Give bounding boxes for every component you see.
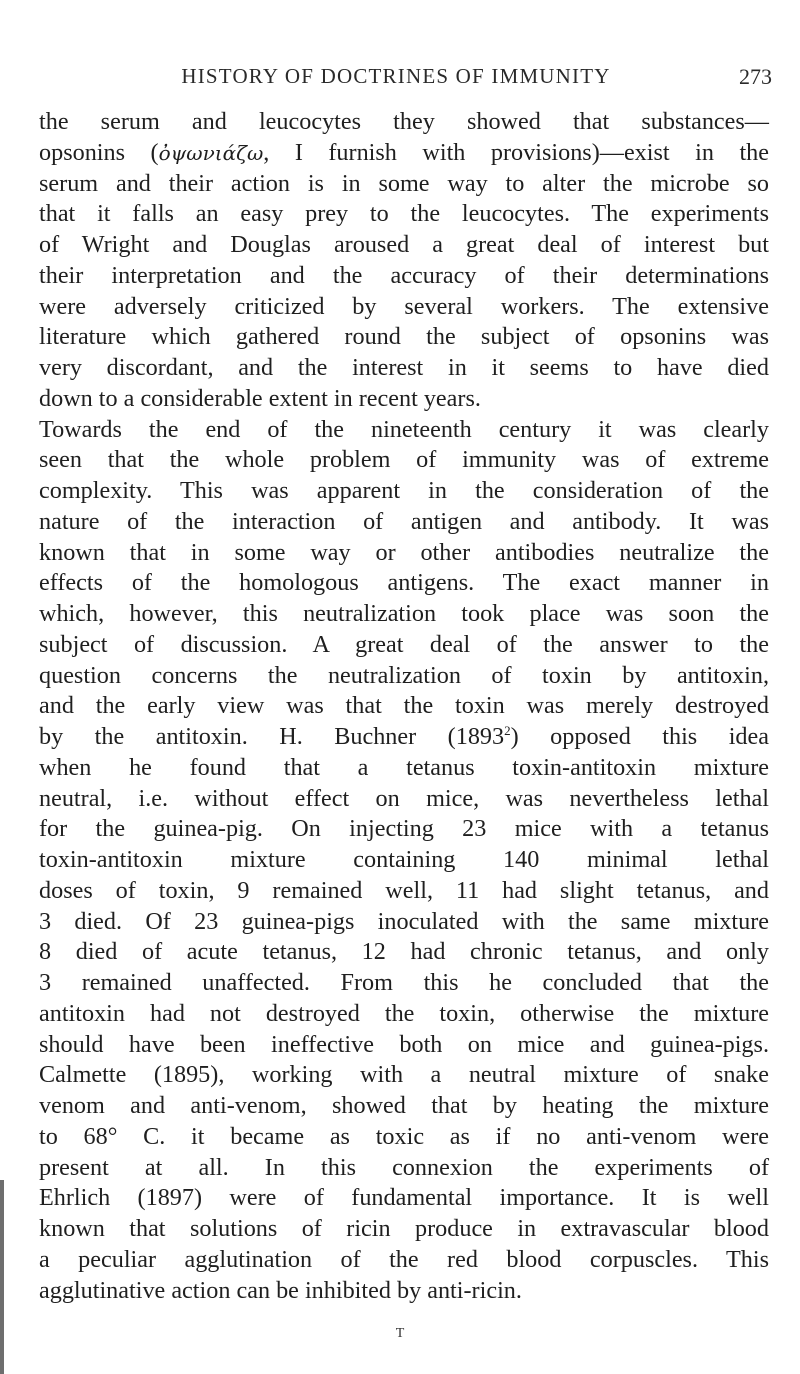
line-text-start: by the antitoxin. H. Buchner (1893 — [39, 723, 505, 750]
line-text: very discordant, and the interest in it seems to have died — [39, 354, 769, 381]
line-text: which, however, this neutralization took place was soon the — [39, 600, 769, 627]
text-line — [39, 230, 769, 261]
text-line — [39, 107, 769, 138]
text-line — [39, 876, 769, 907]
line-text: complexity. This was apparent in the consideration of the — [39, 477, 769, 504]
text-line — [39, 907, 769, 938]
line-text: were adversely criticized by several workers. The extensive — [39, 292, 769, 320]
text-line — [39, 1091, 769, 1122]
line-text: seen that the whole problem of immunity was of extreme — [39, 446, 769, 474]
text-line — [39, 1122, 769, 1153]
line-text: known that in some way or other antibodies neutralize the — [39, 538, 769, 566]
line-text: serum and their action is in some way to alter the microbe so — [39, 169, 769, 197]
text-line — [39, 630, 769, 661]
text-line — [39, 199, 769, 230]
text-line — [39, 968, 769, 999]
reference-superscript: 2 — [504, 723, 511, 738]
text-line — [39, 292, 769, 323]
line-text: 8 died of acute tetanus, 12 had chronic tetanus, and only — [39, 938, 769, 966]
text-line — [39, 661, 769, 692]
binding-edge — [0, 1180, 4, 1374]
line-text: Towards the end of the nineteenth century it was clearly — [39, 415, 769, 443]
line-text: present at all. In this connexion the experiments of — [39, 1153, 769, 1181]
text-line — [39, 1153, 769, 1184]
line-text: when he found that a tetanus toxin-antitoxin mixture — [39, 753, 769, 781]
text-line — [39, 384, 769, 415]
line-text: and the early view was that the toxin was merely destroyed — [39, 692, 769, 720]
text-line — [39, 722, 769, 753]
text-line — [39, 1214, 769, 1245]
text-line — [39, 261, 769, 292]
line-text: venom and anti-venom, showed that by heating the mixture — [39, 1092, 769, 1119]
line-text: agglutinative action can be inhibited by anti-ricin. — [39, 1276, 522, 1304]
line-text-end: ) opposed this idea — [510, 723, 769, 750]
text-line — [39, 1276, 769, 1307]
line-text: their interpretation and the accuracy of their determinations — [39, 261, 769, 289]
text-line — [39, 138, 769, 169]
line-text: that it falls an easy prey to the leucocytes. The experiments — [39, 200, 769, 228]
line-text-end: , I furnish with provisions)—exist in the — [263, 138, 769, 166]
text-line — [39, 415, 769, 446]
line-text: 3 died. Of 23 guinea-pigs inoculated with the same mixture — [39, 907, 769, 935]
body-text — [39, 107, 769, 1306]
line-text: to 68° C. it became as toxic as if no anti-venom were — [39, 1122, 769, 1150]
text-line — [39, 445, 769, 476]
line-text: effects of the homologous antigens. The exact manner in — [39, 569, 769, 597]
line-text: Ehrlich (1897) were of fundamental importance. It is well — [39, 1184, 769, 1212]
text-line — [39, 322, 769, 353]
line-text: neutral, i.e. without effect on mice, was nevertheless lethal — [39, 784, 769, 812]
line-text: subject of discussion. A great deal of the answer to the — [39, 630, 769, 658]
text-line — [39, 753, 769, 784]
line-text: antitoxin had not destroyed the toxin, otherwise the mixture — [39, 999, 769, 1027]
text-line — [39, 691, 769, 722]
page-number: 273 — [739, 64, 772, 89]
text-line — [39, 599, 769, 630]
running-title: HISTORY OF DOCTRINES OF IMMUNITY — [181, 64, 611, 88]
signature-mark: T — [395, 1326, 405, 1341]
line-text: known that solutions of ricin produce in extravascular blood — [39, 1215, 769, 1242]
text-line — [39, 1060, 769, 1091]
line-text: should have been ineffective both on mice and guinea-pigs. — [39, 1030, 769, 1058]
line-text: for the guinea-pig. On injecting 23 mice with a tetanus — [39, 815, 769, 843]
greek-word: ὀψωνιάζω — [158, 140, 264, 165]
text-line — [39, 999, 769, 1030]
line-text: 3 remained unaffected. From this he concluded that the — [39, 969, 769, 996]
line-text: literature which gathered round the subject of opsonins was — [39, 323, 769, 351]
text-line — [39, 476, 769, 507]
text-line — [39, 1183, 769, 1214]
line-text: the serum and leucocytes they showed that substances— — [39, 108, 769, 135]
text-line — [39, 1030, 769, 1061]
line-text: toxin-antitoxin mixture containing 140 minimal lethal — [39, 846, 769, 873]
line-text-start: opsonins ( — [39, 138, 159, 166]
line-text: nature of the interaction of antigen and antibody. It was — [39, 507, 769, 535]
text-line — [39, 353, 769, 384]
line-text: of Wright and Douglas aroused a great deal of interest but — [39, 231, 769, 258]
text-line — [39, 538, 769, 569]
text-line — [39, 568, 769, 599]
line-text: down to a considerable extent in recent years. — [39, 384, 481, 412]
line-text: doses of toxin, 9 remained well, 11 had slight tetanus, and — [39, 876, 769, 904]
line-text: Calmette (1895), working with a neutral mixture of snake — [39, 1061, 769, 1089]
text-line — [39, 845, 769, 876]
text-line — [39, 169, 769, 200]
running-head — [86, 64, 786, 94]
text-line — [39, 784, 769, 815]
text-line — [39, 507, 769, 538]
line-text: question concerns the neutralization of toxin by antitoxin, — [39, 661, 769, 689]
text-line — [39, 814, 769, 845]
text-line — [39, 937, 769, 968]
line-text: a peculiar agglutination of the red blood corpuscles. This — [39, 1245, 769, 1273]
text-line — [39, 1245, 769, 1276]
